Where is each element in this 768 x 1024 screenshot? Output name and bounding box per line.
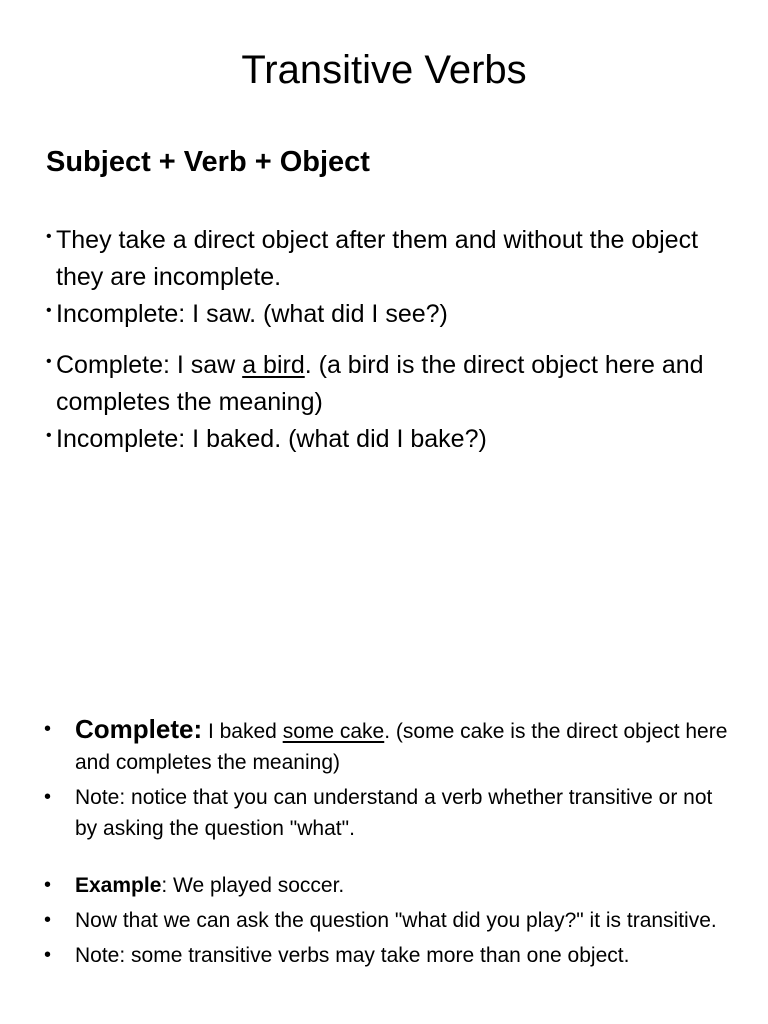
paragraph-text: Incomplete: I baked. (what did I bake?) — [56, 425, 487, 453]
list-item-text: I baked — [202, 720, 283, 743]
list-item-note-what — [44, 782, 734, 844]
list-item-question — [44, 905, 734, 936]
list-item-note-multiple — [44, 940, 734, 971]
list-item-example — [44, 870, 734, 901]
slide-title: Transitive Verbs — [241, 48, 527, 92]
upper-text-block — [46, 222, 736, 458]
paragraph-definition — [46, 222, 736, 296]
bullet-dot: • — [46, 228, 52, 245]
paragraph-text: . (a bird is the direct object here and completes the meaning) — [56, 351, 704, 416]
bullet-dot: • — [46, 302, 52, 319]
underlined-object: some cake — [282, 720, 385, 743]
list-item-text: Note: some transitive verbs may take more than one object. — [75, 944, 630, 967]
list-item-text: Note: notice that you can understand a verb whether transitive or not by asking the question "what". — [75, 786, 713, 840]
bullet-dot: • — [44, 944, 52, 966]
paragraph-complete-saw — [46, 347, 736, 421]
underlined-object: a bird — [242, 351, 305, 379]
list-item-text: . (some cake is the direct object here and completes the meaning) — [75, 720, 728, 774]
paragraph-text: Complete: I saw — [56, 351, 243, 379]
paragraph-text: They take a direct object after them and without the object they are incomplete. — [56, 226, 699, 291]
slide-subtitle: Subject + Verb + Object — [46, 146, 370, 178]
bullet-dot: • — [44, 786, 52, 808]
list-item-complete-baked — [44, 714, 734, 778]
bold-label: Example — [75, 874, 162, 897]
bullet-dot: • — [44, 718, 52, 740]
paragraph-incomplete-saw — [46, 296, 736, 333]
bold-label: Complete: — [75, 714, 203, 744]
paragraph-text: Incomplete: I saw. (what did I see?) — [56, 300, 448, 328]
list-item-text: : We played soccer. — [161, 874, 345, 897]
bullet-dot: • — [46, 353, 52, 370]
list-item-text: Now that we can ask the question "what did you play?" it is transitive. — [75, 909, 717, 932]
bullet-dot: • — [46, 427, 52, 444]
lower-bullet-list — [44, 714, 734, 975]
bullet-dot: • — [44, 874, 52, 896]
bullet-dot: • — [44, 909, 52, 931]
paragraph-incomplete-baked — [46, 421, 736, 458]
spacer — [46, 333, 736, 347]
